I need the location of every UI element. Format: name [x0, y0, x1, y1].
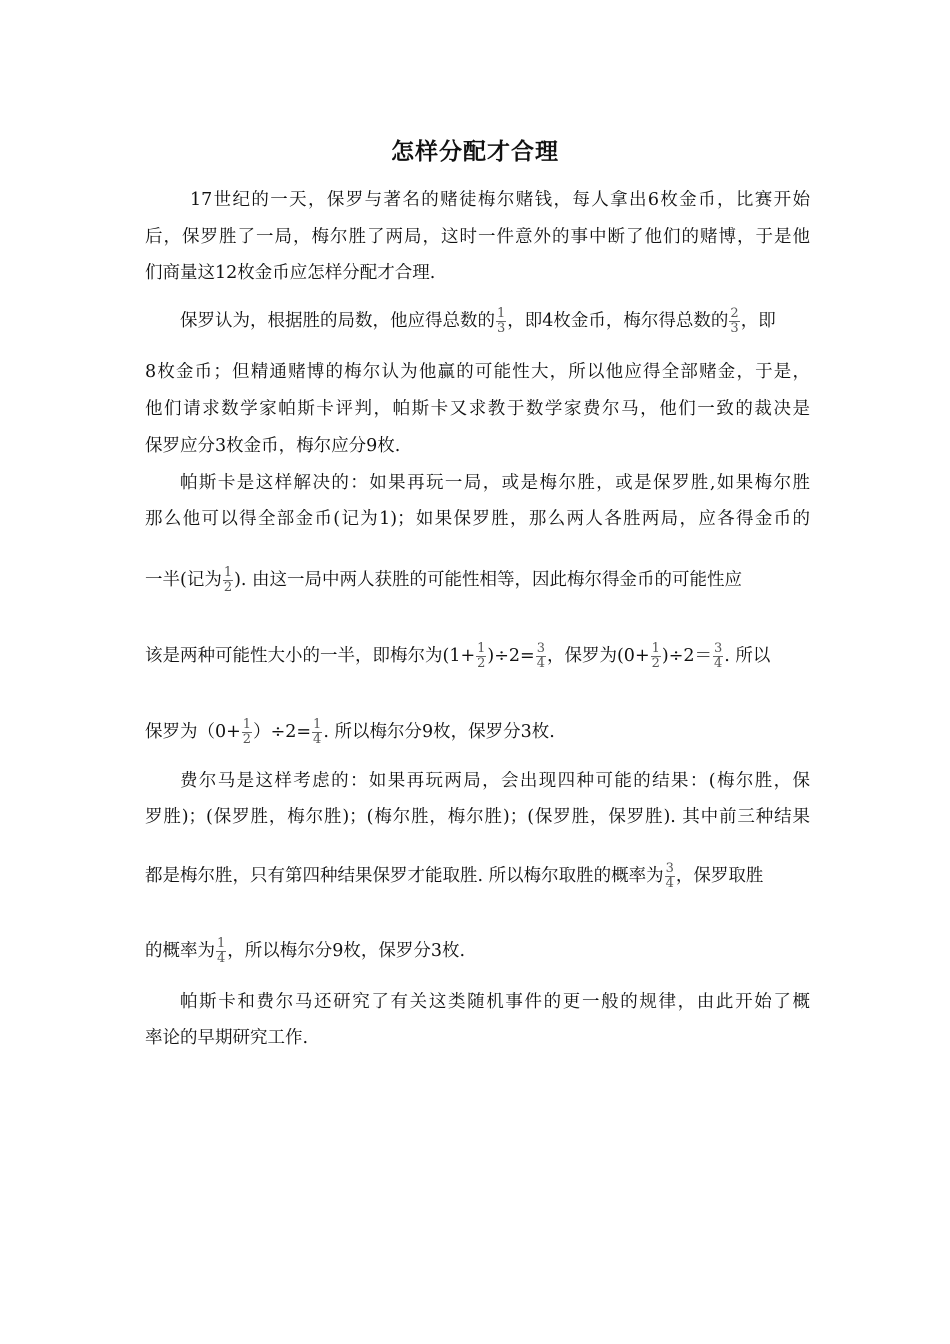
fraction-one-third: $\frac{1}{3}$	[497, 306, 506, 336]
paragraph-2-line-1: 保罗认为，根据胜的局数，他应得总数的 $\frac{1}{3}$ ，即4枚金币，梅尔得总数的 $\frac{2}{3}$ ，即	[180, 306, 776, 336]
paragraph-3-line-1: 帕斯卡是这样解决的：如果再玩一局，或是梅尔胜，或是保罗胜,如果梅尔胜	[180, 473, 810, 493]
paragraph-4-line-1: 费尔马是这样考虑的：如果再玩两局，会出现四种可能的结果：(梅尔胜，保	[180, 771, 810, 791]
paragraph-2-line-4: 保罗应分3枚金币，梅尔应分9枚.	[145, 436, 401, 456]
paragraph-4-line-4: 的概率为 $\frac{1}{4}$ ，所以梅尔分9枚，保罗分3枚.	[145, 936, 466, 966]
fraction-one-quarter: $\frac{1}{4}$	[217, 936, 226, 966]
fraction-one-quarter: $\frac{1}{4}$	[313, 717, 322, 747]
paragraph-5-line-1: 帕斯卡和费尔马还研究了有关这类随机事件的更一般的规律，由此开始了概	[180, 992, 810, 1012]
fraction-one-half: $\frac{1}{2}$	[223, 565, 233, 595]
fraction-two-thirds: $\frac{2}{3}$	[730, 306, 739, 336]
fraction-one-half: $\frac{1}{2}$	[242, 717, 252, 747]
paragraph-2-line-2: 8枚金币；但精通赌博的梅尔认为他赢的可能性大，所以他应得全部赌金，于是，	[145, 362, 810, 382]
paragraph-1-line-2: 后，保罗胜了一局，梅尔胜了两局，这时一件意外的事中断了他们的赌博，于是他	[145, 227, 810, 247]
paragraph-3-line-3: 一半(记为 $\frac{1}{2}$ ). 由这一局中两人获胜的可能性相等，因此梅尔得金币的可能性应	[145, 565, 743, 595]
paragraph-1-line-1: 17世纪的一天，保罗与著名的赌徒梅尔赌钱，每人拿出6枚金币，比赛开始	[190, 190, 810, 210]
fraction-three-quarters: $\frac{3}{4}$	[536, 641, 545, 671]
paragraph-3-line-2: 那么他可以得全部金币(记为1)；如果保罗胜，那么两人各胜两局，应各得金币的	[145, 509, 810, 529]
paragraph-1-line-3: 们商量这12枚金币应怎样分配才合理.	[145, 263, 436, 283]
paragraph-2-line-3: 他们请求数学家帕斯卡评判，帕斯卡又求教于数学家费尔马，他们一致的裁决是	[145, 399, 810, 419]
paragraph-3-line-4: 该是两种可能性大小的一半，即梅尔为(1+ $\frac{1}{2}$ )÷2= $\frac{3}{4}$ ，保罗为(0+ $\frac{1}{2}$ )÷2＝ $\frac{3}{4}$ . 所以	[145, 641, 771, 671]
page-title: 怎样分配才合理	[391, 139, 559, 165]
fraction-three-quarters: $\frac{3}{4}$	[665, 861, 674, 891]
fraction-one-half: $\frac{1}{2}$	[477, 641, 486, 671]
paragraph-5-line-2: 率论的早期研究工作.	[145, 1028, 309, 1048]
fraction-three-quarters: $\frac{3}{4}$	[714, 641, 723, 671]
paragraph-3-line-5: 保罗为（0+ $\frac{1}{2}$ ）÷2= $\frac{1}{4}$ . 所以梅尔分9枚，保罗分3枚.	[145, 717, 555, 747]
paragraph-4-line-3: 都是梅尔胜，只有第四种结果保罗才能取胜. 所以梅尔取胜的概率为 $\frac{3}{4}$ ，保罗取胜	[145, 861, 764, 891]
paragraph-4-line-2: 罗胜)；(保罗胜，梅尔胜)；(梅尔胜，梅尔胜)；(保罗胜，保罗胜). 其中前三种结果	[145, 807, 810, 827]
fraction-one-half: $\frac{1}{2}$	[651, 641, 660, 671]
